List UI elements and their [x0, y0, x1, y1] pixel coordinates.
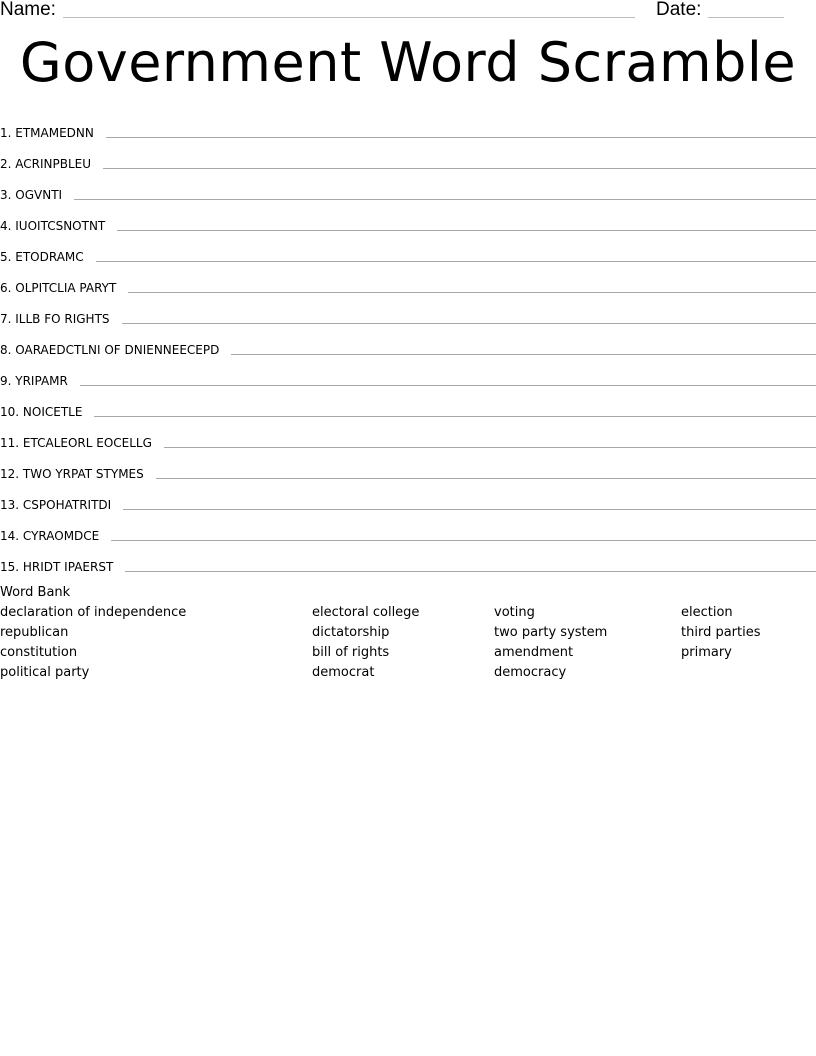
word-bank-item: primary [681, 645, 732, 660]
word-bank-item: political party [0, 665, 90, 680]
answer-line[interactable] [231, 353, 816, 355]
word-bank-item: amendment [494, 645, 574, 660]
scrambled-word: 13. CSPOHATRITDI [0, 498, 112, 512]
puzzle-row [0, 453, 816, 484]
date-field[interactable] [708, 17, 784, 18]
answer-line[interactable] [125, 570, 816, 572]
puzzle-row [0, 298, 816, 329]
puzzle-row [0, 360, 816, 391]
puzzle-row [0, 391, 816, 422]
answer-line[interactable] [80, 384, 816, 386]
scrambled-word: 8. OARAEDCTLNI OF DNIENNEECEPD [0, 343, 220, 357]
name-label: Name: [0, 0, 56, 20]
scrambled-word: 12. TWO YRPAT STYMES [0, 467, 144, 481]
puzzle-row [0, 112, 816, 143]
scrambled-word: 11. ETCALEORL EOCELLG [0, 436, 152, 450]
answer-line[interactable] [94, 415, 816, 417]
answer-line[interactable] [128, 291, 816, 293]
answer-line[interactable] [117, 229, 816, 231]
scrambled-word: 9. YRIPAMR [0, 374, 68, 388]
puzzle-row [0, 267, 816, 298]
word-bank-item: republican [0, 625, 69, 640]
answer-line[interactable] [156, 477, 816, 479]
scrambled-word: 6. OLPITCLIA PARYT [0, 281, 117, 295]
word-bank-item: electoral college [312, 605, 420, 620]
scrambled-word: 7. ILLB FO RIGHTS [0, 312, 110, 326]
answer-line[interactable] [106, 136, 816, 138]
word-bank-item: election [681, 605, 733, 620]
word-bank-item: two party system [494, 625, 608, 640]
answer-line[interactable] [96, 260, 816, 262]
word-bank-item: democrat [312, 665, 375, 680]
scrambled-word: 15. HRIDT IPAERST [0, 560, 114, 574]
scrambled-word: 1. ETMAMEDNN [0, 126, 94, 140]
name-field[interactable] [63, 17, 635, 18]
header-row [0, 0, 816, 22]
word-bank-item: third parties [681, 625, 761, 640]
word-bank-item: constitution [0, 645, 78, 660]
scrambled-word: 5. ETODRAMC [0, 250, 84, 264]
puzzle-row [0, 484, 816, 515]
page-title: Government Word Scramble [19, 31, 797, 94]
scrambled-word: 14. CYRAOMDCE [0, 529, 100, 543]
answer-line[interactable] [122, 322, 816, 324]
answer-line[interactable] [74, 198, 816, 200]
word-bank-item: declaration of independence [0, 605, 187, 620]
puzzle-row [0, 236, 816, 267]
word-bank-item: voting [494, 605, 535, 620]
puzzle-list [0, 112, 816, 577]
scrambled-word: 2. ACRINPBLEU [0, 157, 92, 171]
word-bank-column [0, 605, 186, 685]
word-bank-item: dictatorship [312, 625, 390, 640]
puzzle-row [0, 174, 816, 205]
puzzle-row [0, 143, 816, 174]
word-bank-item: democracy [494, 665, 567, 680]
scrambled-word: 10. NOICETLE [0, 405, 83, 419]
puzzle-row [0, 515, 816, 546]
puzzle-row [0, 422, 816, 453]
word-bank-title: Word Bank [0, 585, 71, 600]
answer-line[interactable] [164, 446, 816, 448]
answer-line[interactable] [103, 167, 816, 169]
puzzle-row [0, 546, 816, 577]
puzzle-row [0, 329, 816, 360]
scrambled-word: 3. OGVNTI [0, 188, 63, 202]
word-bank-column [494, 605, 607, 685]
date-label: Date: [656, 0, 702, 20]
answer-line[interactable] [111, 539, 816, 541]
puzzle-row [0, 205, 816, 236]
word-bank-item: bill of rights [312, 645, 390, 660]
word-bank-column [312, 605, 419, 685]
word-bank-column [681, 605, 761, 665]
scrambled-word: 4. IUOITCSNOTNT [0, 219, 106, 233]
answer-line[interactable] [123, 508, 816, 510]
